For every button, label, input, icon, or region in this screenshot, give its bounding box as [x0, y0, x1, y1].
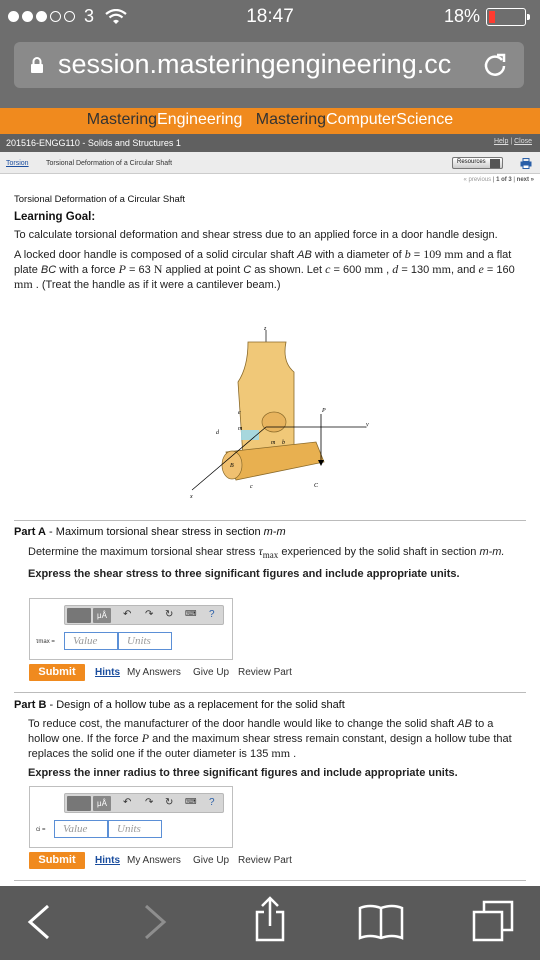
divider	[14, 692, 526, 693]
part-a-give-up-link[interactable]: Give Up	[193, 667, 230, 678]
undo-icon[interactable]: ↶	[123, 609, 132, 620]
desc-text: applied at point	[165, 264, 241, 276]
printer-icon[interactable]	[520, 158, 532, 169]
close-link[interactable]: Close	[514, 138, 532, 145]
keyboard-icon[interactable]: ⌨	[185, 609, 197, 618]
part-b-submit-button[interactable]: Submit	[29, 852, 85, 869]
browser-bottom-toolbar	[0, 886, 540, 960]
section-label-m1: m	[238, 426, 243, 432]
lock-icon	[30, 56, 44, 74]
part-a-title: Part A - Maximum torsional shear stress in section m-m	[14, 526, 286, 538]
part-b-value-input[interactable]: Value	[54, 820, 108, 838]
val-c: 600	[343, 264, 362, 276]
val-b: 109	[423, 247, 442, 261]
door-handle-figure	[186, 322, 376, 502]
var-p: P	[118, 262, 126, 276]
pager-position: 1 of 3	[496, 177, 512, 183]
part-b-answer-box	[29, 786, 233, 848]
var-b: b	[404, 247, 411, 261]
keyboard-icon[interactable]: ⌨	[185, 797, 197, 806]
course-bar	[0, 134, 540, 152]
battery-icon	[486, 8, 526, 26]
part-b-math-toolbar	[64, 793, 224, 813]
symbols-button[interactable]: μÅ	[93, 796, 111, 811]
axis-label-x: x	[190, 494, 193, 500]
part-a-review-part-link[interactable]: Review Part	[238, 667, 292, 678]
desc-text: as shown. Let	[254, 264, 323, 276]
learning-goal-label: Learning Goal:	[14, 211, 96, 223]
part-a-answer-label: τmax =	[36, 639, 55, 645]
part-a-label: Part A	[14, 526, 46, 538]
mastering-banner	[0, 108, 540, 134]
status-bar	[0, 0, 540, 34]
help-button[interactable]: ?	[209, 609, 215, 620]
course-links: Help | Close	[493, 138, 532, 145]
part-b-od-unit: mm	[271, 746, 291, 760]
var-e: e	[478, 262, 484, 276]
point-label: C	[243, 264, 252, 276]
symbols-button[interactable]: μÅ	[93, 608, 111, 623]
desc-text: with a diameter of	[314, 249, 402, 261]
templates-button[interactable]	[67, 608, 91, 623]
redo-icon[interactable]: ↷	[145, 797, 154, 808]
part-a-body-text: experienced by the solid shaft in section	[281, 546, 477, 558]
part-a-body-text: Determine the maximum torsional shear stress	[28, 546, 256, 558]
part-b-od-value: 135	[249, 748, 269, 760]
brand-eng-light: Engineering	[157, 111, 243, 128]
templates-button[interactable]	[67, 796, 91, 811]
reload-icon[interactable]	[482, 52, 508, 78]
desc-text: A locked door handle is composed of a solid circular shaft	[14, 249, 295, 261]
unit-e: mm	[14, 277, 33, 291]
tau-subscript: max	[262, 550, 279, 561]
problem-content	[14, 194, 526, 292]
point-label-c: C	[314, 483, 319, 489]
part-b-body-text: and the maximum shear stress remain constant, design a hollow tube that replaces the solid one if the outer diameter is	[28, 733, 512, 760]
unit-p: N	[153, 262, 163, 276]
part-b-title-text: Design of a hollow tube as a replacement for the solid shaft	[56, 699, 345, 711]
brand-cs-dark: Mastering	[255, 111, 327, 128]
desc-text: . (Treat the handle as if it were a cantilever beam.)	[35, 279, 281, 291]
part-b-units-input[interactable]: Units	[108, 820, 162, 838]
clock: 18:47	[246, 6, 294, 27]
battery-group	[444, 6, 526, 27]
share-icon[interactable]	[254, 896, 286, 942]
part-a-value-input[interactable]: Value	[64, 632, 118, 650]
val-p: 63	[138, 264, 151, 276]
point-label-b: B	[230, 463, 234, 469]
desc-text: , and	[450, 264, 476, 276]
tabs-icon[interactable]	[472, 900, 514, 942]
part-a-units-input[interactable]: Units	[118, 632, 172, 650]
part-a	[14, 526, 526, 580]
help-button[interactable]: ?	[209, 797, 215, 808]
part-a-hints-link[interactable]: Hints	[95, 667, 120, 678]
dim-label-b: b	[282, 440, 285, 446]
part-a-math-toolbar	[64, 605, 224, 625]
part-b-review-part-link[interactable]: Review Part	[238, 855, 292, 866]
problem-description: A locked door handle is composed of a solid circular shaft AB with a diameter of b = 109 mm and a flat plate BC with a force P = 63 N applied at point C as shown. Let c = 600 mm , d = 130 mm, and e = 160 mm . (Treat the handle as if it were a cantilever beam.)	[14, 247, 515, 291]
force-label-p: P	[322, 408, 326, 414]
address-bar[interactable]	[14, 42, 524, 88]
part-b-hints-link[interactable]: Hints	[95, 855, 120, 866]
part-a-body	[28, 544, 526, 562]
bookmarks-icon[interactable]	[358, 904, 404, 940]
plate-label: BC	[40, 264, 57, 276]
part-b-label: Part B	[14, 699, 47, 711]
desc-text: with a force	[59, 264, 116, 276]
part-a-my-answers-link[interactable]: My Answers	[127, 667, 181, 678]
unit-b: mm	[444, 247, 464, 261]
axis-label-z: z	[264, 326, 267, 332]
resources-dropdown[interactable]: Resources	[452, 157, 503, 169]
part-b-title: Part B - Design of a hollow tube as a replacement for the solid shaft	[14, 699, 345, 711]
pager-controls: « previous | 1 of 3 | next »	[463, 177, 534, 183]
breadcrumb-current: Torsional Deformation of a Circular Shaft	[46, 160, 173, 167]
pager	[0, 175, 540, 187]
pager-next[interactable]: next »	[516, 177, 534, 183]
back-icon[interactable]	[24, 902, 54, 942]
tau-symbol: τ	[258, 544, 263, 558]
unit-c: mm	[364, 262, 384, 276]
dim-label-d: d	[216, 430, 219, 436]
part-b-shaft: AB	[457, 718, 472, 730]
pager-previous[interactable]: « previous	[463, 177, 492, 183]
brand-cs-light: ComputerScience	[326, 111, 454, 128]
part-b-body-text: To reduce cost, the manufacturer of the door handle would like to change the solid shaft	[28, 718, 455, 730]
part-b-body-text: to a hollow one. If the force	[28, 718, 494, 745]
section-label-m2: m	[271, 440, 276, 446]
battery-percent: 18%	[443, 6, 480, 26]
breadcrumb	[0, 152, 540, 174]
var-d: d	[392, 262, 399, 276]
learning-goal-text: To calculate torsional deformation and shear stress due to an applied force in a door handle design.	[14, 229, 498, 241]
part-b	[14, 699, 526, 779]
url-text: session.masteringengineering.cc	[58, 49, 452, 79]
part-a-instruction: Express the shear stress to three significant figures and include appropriate units.	[28, 568, 460, 581]
part-a-submit-button[interactable]: Submit	[29, 664, 85, 681]
redo-icon[interactable]: ↷	[145, 609, 154, 620]
problem-heading: Torsional Deformation of a Circular Shaft	[14, 194, 186, 205]
part-b-instruction: Express the inner radius to three significant figures and include appropriate units.	[28, 767, 458, 779]
part-b-body: To reduce cost, the manufacturer of the door handle would like to change the solid shaft AB to a hollow one. If the force P and the maximum shear stress remain constant, design a hollow tube that replaces the solid one if the outer diameter is 135 mm .	[28, 718, 512, 760]
shaft-label: AB	[297, 249, 312, 261]
part-a-actions	[29, 664, 329, 682]
part-b-my-answers-link[interactable]: My Answers	[127, 855, 181, 866]
battery-fill	[489, 11, 495, 23]
dim-label-c: c	[250, 484, 253, 490]
dim-label-e: e	[238, 410, 241, 416]
brand-logos	[0, 111, 540, 129]
reset-icon[interactable]: ↻	[165, 609, 174, 620]
browser-chrome	[0, 0, 540, 108]
carrier-name: 3	[84, 6, 95, 26]
var-c: c	[325, 262, 331, 276]
divider	[14, 520, 526, 521]
val-e: 160	[496, 264, 515, 276]
part-a-section: m-m	[263, 526, 286, 538]
unit-d: mm	[432, 262, 451, 276]
breadcrumb-section-link[interactable]: Torsion	[6, 160, 29, 167]
axis-label-y: y	[366, 422, 369, 428]
brand-eng-dark: Mastering	[86, 111, 158, 128]
part-b-var-p: P	[141, 731, 150, 745]
part-b-answer-label: ci =	[36, 827, 46, 833]
undo-icon[interactable]: ↶	[123, 797, 132, 808]
reset-icon[interactable]: ↻	[165, 797, 174, 808]
val-d: 130	[410, 264, 430, 276]
part-a-title-text: Maximum torsional shear stress in section	[55, 526, 261, 538]
course-title: 201516-ENGG110 - Solids and Structures 1	[6, 138, 181, 148]
part-b-give-up-link[interactable]: Give Up	[193, 855, 230, 866]
help-link[interactable]: Help	[493, 138, 509, 145]
part-b-actions	[29, 852, 329, 870]
divider	[14, 880, 526, 881]
part-a-answer-box	[29, 598, 233, 660]
forward-icon[interactable]	[140, 902, 170, 942]
desc-text: and a flat plate	[14, 249, 512, 276]
part-a-section-ref: m-m.	[479, 546, 505, 558]
